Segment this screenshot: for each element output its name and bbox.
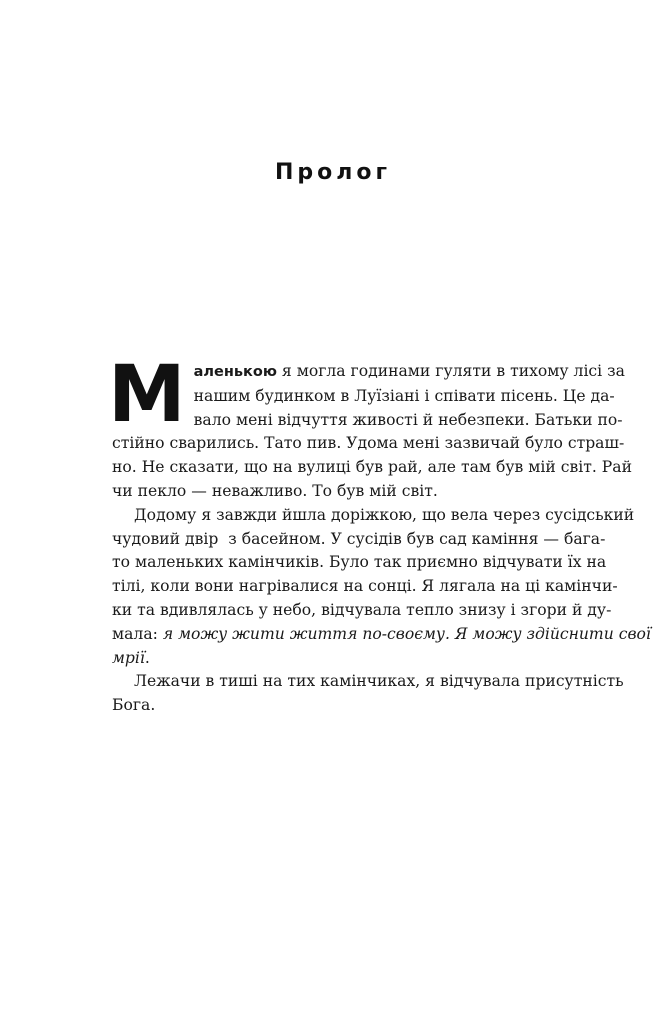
text-line: но. Не сказати, що на вулиці був рай, але там був мій світ. Рай — [112, 458, 632, 477]
text-line: Бога. — [112, 696, 156, 715]
drop-cap: М — [108, 350, 186, 440]
text-line: мала: я можу жити життя по-своєму. Я можу здійснити свої — [112, 624, 651, 643]
text-line: нашим будинком в Луїзіані і співати пісень. Це да- — [193, 386, 615, 405]
text-line: чудовий двір з басейном. У сусідів був сад каміння — бага- — [112, 529, 606, 548]
lead-in-word: аленькою — [193, 364, 277, 380]
text-line: Лежачи в тиші на тих камінчиках, я відчувала присутність — [134, 672, 624, 691]
text-line: стійно сварились. Тато пив. Удома мені зазвичай було страш- — [112, 434, 625, 453]
italic-thought: мрії — [112, 648, 145, 667]
text-line: ки та вдивлялась у небо, відчувала тепло знизу і згори й ду- — [112, 600, 612, 619]
paragraph-1 — [108, 350, 632, 504]
text-line: Додому я завжди йшла доріжкою, що вела через сусідський — [134, 505, 635, 524]
text-line: мрії. — [112, 648, 150, 667]
paragraph-3 — [112, 670, 624, 718]
text-line: аленькою я могла годинами гуляти в тихому лісі за — [193, 362, 625, 380]
text-line: чи пекло — неважливо. То був мій світ. — [112, 481, 438, 500]
text-line: тілі, коли вони нагрівалися на сонці. Я лягала на ці камінчи- — [112, 577, 618, 596]
text-line: то маленьких камінчиків. Було так приємно відчувати їх на — [112, 553, 607, 572]
chapter-title: Пролог — [275, 160, 391, 185]
text-line: вало мені відчуття живості й небезпеки. Батьки по- — [193, 410, 623, 429]
paragraph-2 — [112, 504, 651, 671]
chapter-body — [108, 350, 651, 718]
italic-thought: я можу жити життя по-своєму. Я можу здійснити свої — [162, 624, 651, 643]
